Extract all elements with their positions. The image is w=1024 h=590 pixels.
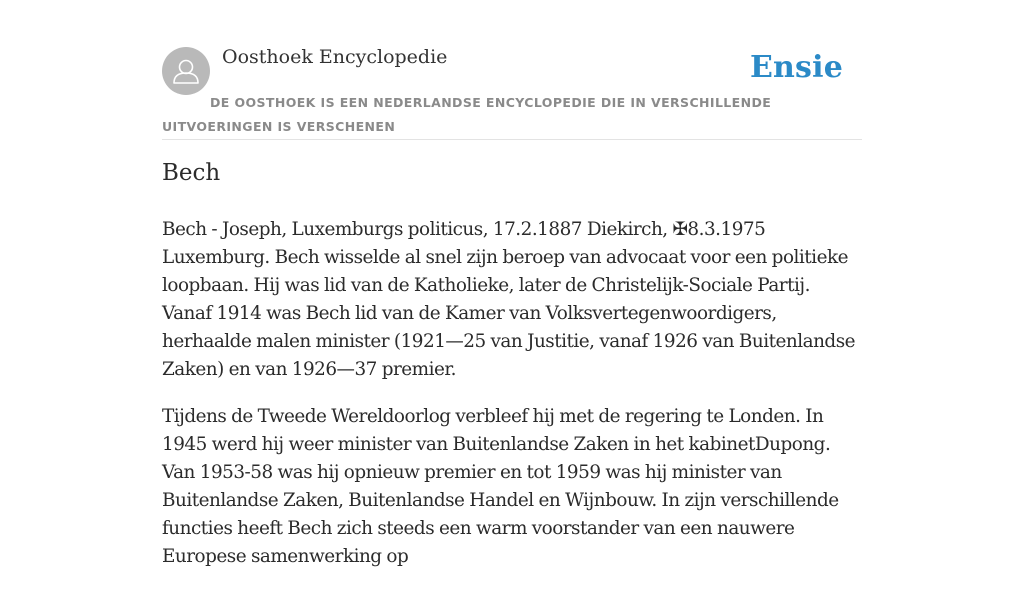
ensie-logo[interactable]: Ensie [749, 50, 843, 85]
site-tagline: DE OOSTHOEK IS EEN NEDERLANDSE ENCYCLOPEDIE DIE IN VERSCHILLENDE UITVOERINGEN IS VERSCHENEN [162, 95, 772, 134]
header [162, 0, 862, 140]
page-container [162, 0, 862, 567]
article-paragraph: Bech - Joseph, Luxemburgs politicus, 17.2.1887 Diekirch, ✠8.3.1975 Luxemburg. Bech wisselde al snel zijn beroep van advocaat voor een politieke loopbaan. Hij was lid van de Katholieke, later de Christelijk-Sociale Partij. Vanaf 1914 was Bech lid van de Kamer van Volksvertegenwoordigers, herhaalde malen minister (1921—25 van Justitie, vanaf 1926 van Buitenlandse Zaken) en van 1926—37 premier. [162, 219, 856, 380]
user-silhouette-icon [162, 47, 210, 95]
article-title: Bech [162, 160, 221, 186]
article-paragraph: Tijdens de Tweede Wereldoorlog verbleef hij met de regering te Londen. In 1945 werd hij weer minister van Buitenlandse Zaken in het kabinetDupong. Van 1953-58 was hij opnieuw premier en tot 1959 was hij minister van Buitenlandse Zaken, Buitenlandse Handel en Wijnbouw. In zijn verschillende functies heeft Bech zich steeds een warm voorstander van een nauwere Europese samenwerking op [162, 406, 839, 567]
user-avatar-icon[interactable] [162, 47, 210, 95]
site-title[interactable]: Oosthoek Encyclopedie [222, 46, 448, 68]
article-body [162, 216, 862, 590]
